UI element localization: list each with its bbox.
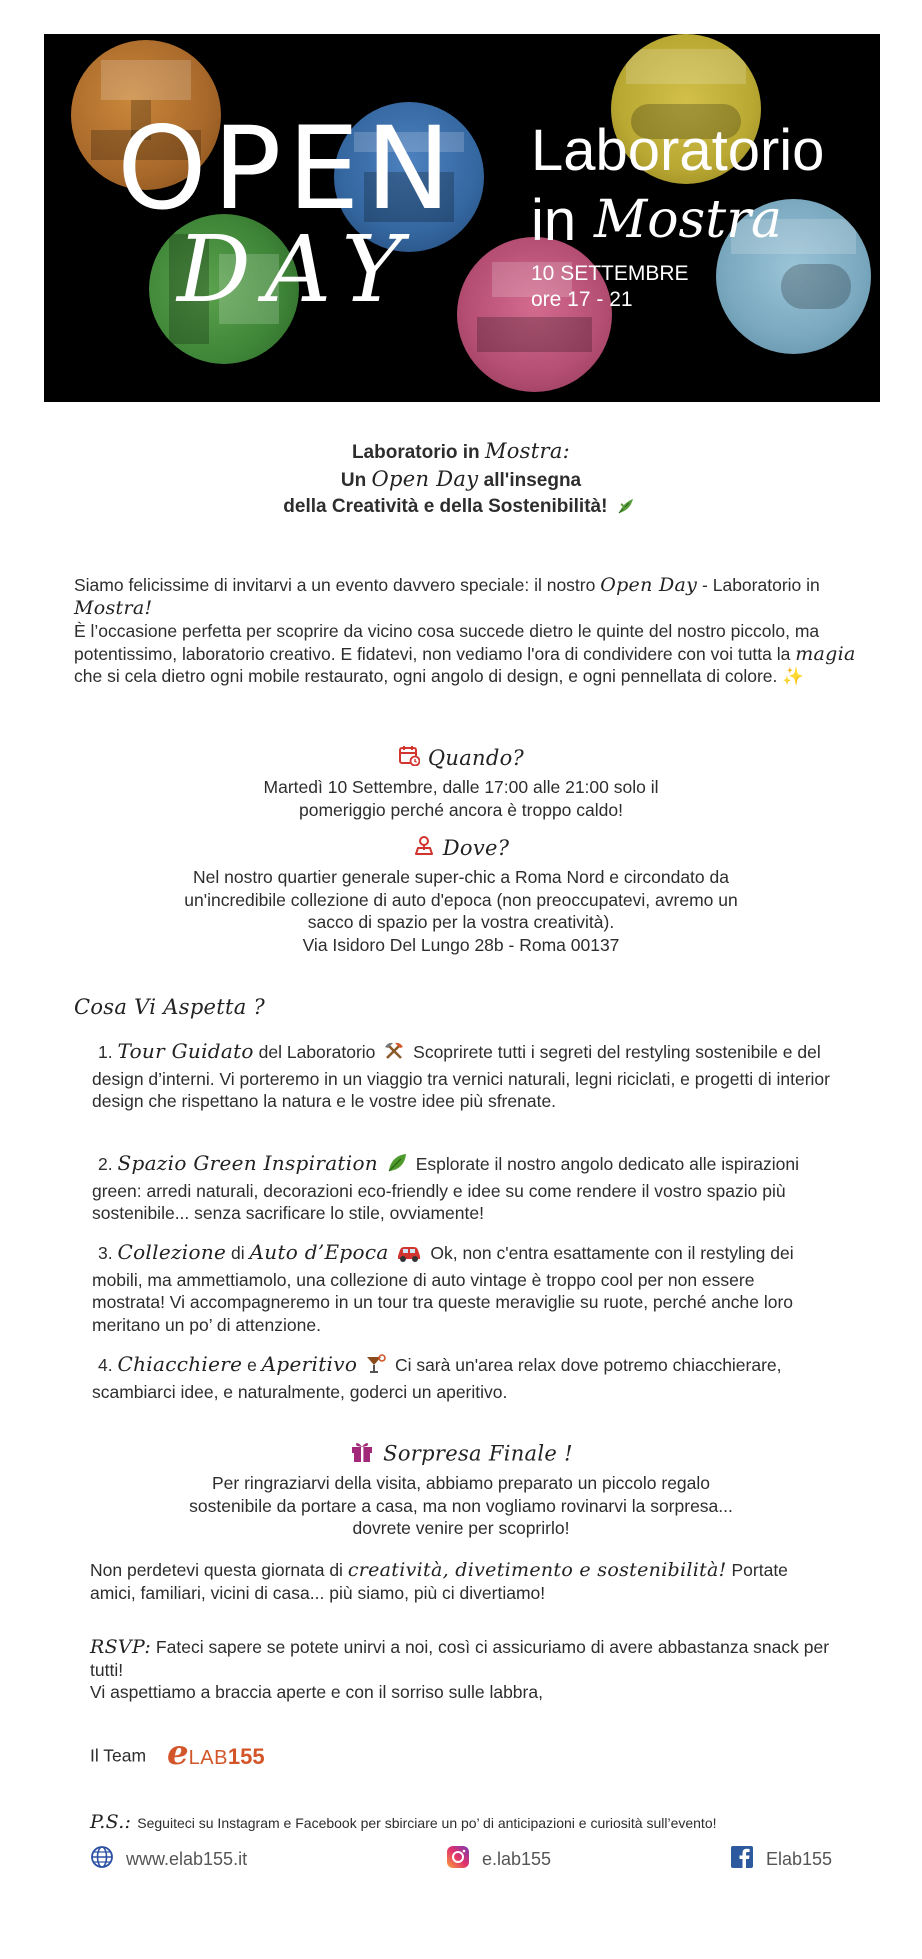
team-signature [90, 1733, 490, 1775]
car-icon [396, 1243, 422, 1269]
intro-text: È l’occasione perfetta per scoprire da vicino cosa succede dietro le quinte del nostro piccolo, ma potentissimo, laboratorio creativo. E fidatevi, non vediamo l'ora di condividere con voi tutta la [74, 621, 820, 664]
where-text: Nel nostro quartier generale super-chic a Roma Nord e circondato da un'incredibile collezione di auto d'epoca (non preoccupatevi, avremo un sacco di spazio per la vostra creatività). [184, 867, 738, 932]
hero-time: ore 17 - 21 [531, 288, 633, 311]
headline-text: all'insegna [478, 470, 582, 491]
headline-line-1 [0, 438, 922, 466]
facebook-icon [730, 1845, 754, 1875]
headline-script: Mostra: [484, 439, 571, 463]
list-item-title-text: e [242, 1355, 262, 1375]
list-item-title: Chiacchiere [117, 1352, 243, 1376]
herb-icon [616, 496, 636, 524]
location-pin-icon [413, 834, 435, 864]
list-item-title: Tour Guidato [117, 1039, 254, 1063]
expect-title [74, 996, 474, 1020]
intro-script: Open Day [600, 574, 698, 596]
surprise-text: Per ringraziarvi della visita, abbiamo preparato un piccolo regalo sostenibile da portare a casa, ma non vogliamo rovinarvi la sorpresa... dovrete venire per scoprirlo! [189, 1473, 733, 1538]
headline-line-3 [0, 494, 922, 524]
list-item-text: Ok, non c'entra esattamente con il restyling dei mobili, ma ammettiamolo, una collezione di auto vintage è troppo cool per non essere mostrata! Vi accompagneremo in un tour tra queste meraviglie su ruote, perché anche loro meritano un po’ di attenzione. [92, 1243, 794, 1335]
rsvp-label: RSVP: [90, 1636, 152, 1658]
intro-text: che si cela dietro ogni mobile restaurato, ogni angolo di design, e ogni pennellata di colore. ✨ [74, 666, 805, 686]
instagram-link[interactable]: e.lab155 [482, 1848, 552, 1869]
footer-facebook[interactable] [730, 1845, 832, 1875]
ps-note [90, 1811, 850, 1835]
calendar-icon [398, 744, 420, 774]
surprise-title [0, 1438, 922, 1472]
gift-icon [349, 1438, 375, 1472]
when-text: Martedì 10 Settembre, dalle 17:00 alle 21:00 solo il pomeriggio perché ancora è troppo caldo! [263, 777, 659, 820]
hero-open-text: OPEN [117, 102, 457, 235]
logo-lab: LAB [188, 1747, 228, 1769]
intro-script: magia [795, 642, 856, 665]
surprise-title-text: Sorpresa Finale ! [383, 1441, 573, 1466]
rsvp-text: Fateci sapere se potete unirvi a noi, così ci assicuriamo di avere abbastanza snack per tutti! [90, 1637, 830, 1680]
rsvp-paragraph [90, 1636, 838, 1681]
list-item-number: 3. [98, 1243, 113, 1263]
headline [0, 438, 922, 524]
list-item-cars [92, 1241, 832, 1336]
list-item-number: 1. [98, 1042, 113, 1062]
list-item-green [92, 1152, 832, 1225]
intro-paragraph-2 [74, 620, 860, 688]
hero-in-text: in [531, 188, 577, 253]
globe-icon [90, 1845, 114, 1875]
hammer-pick-icon [383, 1040, 405, 1068]
intro-script: Mostra! [74, 596, 153, 619]
headline-text: della Creatività e della Sostenibilità! [283, 496, 608, 517]
logo-num: 155 [227, 1744, 265, 1769]
cocktail-icon [365, 1353, 387, 1381]
list-item-title: Spazio Green Inspiration [117, 1151, 378, 1175]
list-item-text: Esplorate il nostro angolo dedicato alle ispirazioni green: arredi naturali, decorazioni eco-friendly e idee su come rendere il vostro spazio più sostenibile... senza sacrificare lo stile, ovviamente! [92, 1154, 800, 1223]
list-item-title-text: di [226, 1243, 250, 1263]
expect-title-text: Cosa Vi Aspetta ? [74, 995, 266, 1019]
facebook-link[interactable]: Elab155 [766, 1848, 833, 1869]
rsvp-closing: Vi aspettiamo a braccia aperte e con il sorriso sulle labbra, [90, 1682, 543, 1702]
closing-paragraph [90, 1559, 838, 1604]
hero-banner [44, 34, 880, 402]
intro-paragraph-1 [74, 574, 860, 619]
closing-script: creatività, divetimento e sostenibilità! [347, 1559, 727, 1581]
list-item-title-text: del Laboratorio [253, 1042, 376, 1062]
list-item-text: Scoprirete tutti i segreti del restyling sostenibile e del design d’interni. Vi porteremo in un viaggio tra vernici naturali, legni riciclati, e progetti di interior design che rispettano la natura e le vostre idee più sfrenate. [92, 1042, 830, 1111]
list-item-aperitivo [92, 1353, 832, 1403]
headline-text: Un [340, 470, 372, 491]
photo-circle-living-room [457, 237, 612, 392]
list-item-number: 4. [98, 1355, 113, 1375]
leaf-icon [386, 1152, 408, 1180]
website-link[interactable]: www.elab155.it [126, 1848, 248, 1869]
when-title [0, 744, 922, 774]
headline-text: Laboratorio in [351, 442, 485, 463]
when-title-text: Quando? [427, 746, 525, 770]
elab155-logo [166, 1733, 265, 1775]
logo-e: e [166, 1733, 189, 1773]
footer-instagram[interactable] [446, 1845, 551, 1875]
intro-text: Siamo felicissime di invitarvi a un evento davvero speciale: il nostro [74, 575, 601, 595]
hero-laboratorio-text: Laboratorio [531, 118, 825, 183]
ps-label: P.S.: [90, 1811, 132, 1833]
list-item-title: Collezione [117, 1240, 227, 1264]
hero-mostra-text: Mostra [594, 190, 782, 250]
hero-day-text: DAY [177, 216, 417, 323]
where-title-text: Dove? [442, 836, 510, 860]
closing-text: Portate amici, familiari, vicini di casa... più siamo, più ci divertiamo! [90, 1560, 788, 1603]
team-label: Il Team [90, 1745, 147, 1766]
headline-script: Open Day [371, 467, 479, 491]
where-address: Via Isidoro Del Lungo 28b - Roma 00137 [302, 935, 620, 955]
list-item-title: Auto d’Epoca [249, 1240, 389, 1264]
hero-date: 10 SETTEMBRE [531, 262, 689, 285]
list-item-tour [92, 1040, 832, 1113]
intro-text: - Laboratorio in [697, 575, 820, 595]
instagram-icon [446, 1845, 470, 1875]
list-item-title: Aperitivo [261, 1352, 358, 1376]
where-title [0, 834, 922, 864]
ps-text: Seguiteci su Instagram e Facebook per sbirciare un po’ di anticipazioni e curiosità sull’evento! [137, 1815, 717, 1831]
footer-website[interactable] [90, 1845, 247, 1875]
list-item-text: Ci sarà un'area relax dove potremo chiacchierare, scambiarci idee, e naturalmente, goderci un aperitivo. [92, 1355, 782, 1402]
closing-text: Non perdetevi questa giornata di [90, 1560, 348, 1580]
headline-line-2 [0, 466, 922, 494]
list-item-number: 2. [98, 1154, 113, 1174]
